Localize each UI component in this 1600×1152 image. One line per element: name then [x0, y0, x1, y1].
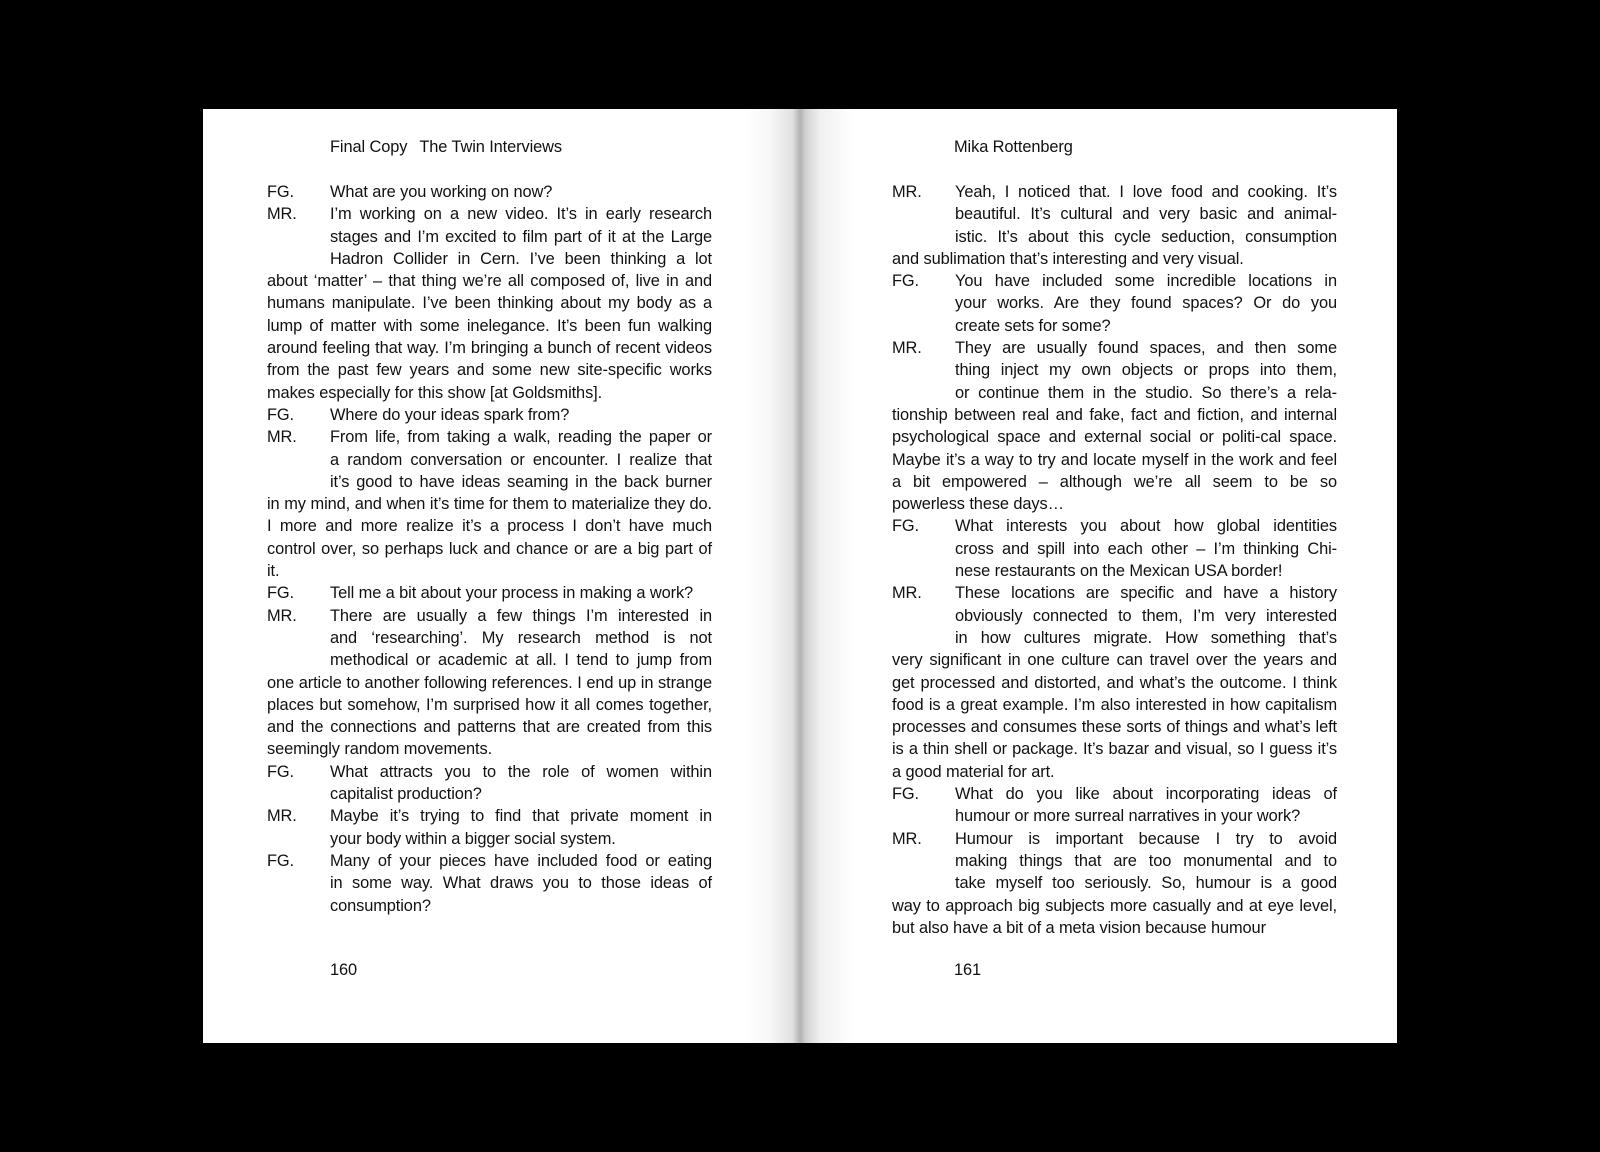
line-text: What do you like about incorporating ideas of	[955, 785, 1337, 804]
speaker-label: MR.	[892, 584, 922, 603]
book-spread	[203, 109, 1397, 1043]
line-text: Many of your pieces have included food or eating	[330, 851, 712, 870]
speaker-label: MR.	[267, 428, 297, 447]
book-title: Final Copy	[330, 138, 408, 156]
hanging-line: consumption?	[330, 896, 431, 915]
hanging-line	[892, 270, 1337, 292]
qa-entry	[892, 783, 1337, 828]
hanging-line: nese restaurants on the Mexican USA border!	[955, 562, 1283, 581]
hanging-line: or continue them in the studio. So there’s a rela-	[955, 383, 1337, 402]
qa-entry	[267, 181, 712, 203]
line-text: They are usually found spaces, and then some	[955, 339, 1337, 358]
line-text: Yeah, I noticed that. I love food and cooking. It’s	[955, 183, 1337, 201]
qa-entry	[267, 426, 712, 582]
hanging-line: making things that are too monumental and to	[955, 851, 1337, 870]
speaker-label: MR.	[267, 606, 297, 625]
hanging-line: take myself too seriously. So, humour is a good	[955, 874, 1337, 893]
hanging-line: it’s good to have ideas seaming in the back burner	[330, 472, 712, 491]
right-page	[800, 109, 1397, 1043]
section-title: The Twin Interviews	[419, 138, 562, 156]
qa-entry	[267, 605, 712, 761]
speaker-label: FG.	[267, 584, 295, 603]
hanging-line: create sets for some?	[955, 316, 1111, 335]
qa-entry	[892, 828, 1337, 939]
line-text: Where do your ideas spark from?	[330, 405, 570, 424]
speaker-label: MR.	[892, 829, 922, 848]
speaker-label: MR.	[267, 205, 297, 224]
qa-entry	[892, 582, 1337, 783]
hanging-line: Hadron Collider in Cern. I’ve been thinking a lot	[330, 249, 712, 268]
speaker-label: FG.	[892, 272, 920, 291]
hanging-line	[892, 181, 1337, 203]
interview-text-right	[892, 181, 1337, 939]
running-head-left	[330, 136, 562, 158]
line-text: What interests you about how global identities	[955, 517, 1337, 536]
speaker-label: FG.	[267, 405, 295, 424]
hanging-line	[267, 605, 712, 627]
speaker-label: FG.	[267, 183, 295, 201]
interview-text-left	[267, 181, 712, 917]
artist-name: Mika Rottenberg	[954, 138, 1073, 156]
hanging-line	[267, 761, 712, 783]
hanging-line	[267, 850, 712, 872]
qa-entry	[267, 404, 712, 426]
hanging-line: beautiful. It’s cultural and very basic and animal-	[955, 205, 1337, 224]
line-text: Humour is important because I try to avoid	[955, 829, 1337, 848]
line-text: From life, from taking a walk, reading the paper or	[330, 428, 712, 447]
run-on-text: tionship between real and fake, fact and fiction, and internal psychological space and external social or politi-cal space. Maybe it’s a way to try and locate myself in the work and feel a bit empowered – although we’re all seem to be so powerless these days…	[892, 405, 1337, 514]
hanging-line	[892, 828, 1337, 850]
page-number-right: 161	[954, 961, 982, 979]
hanging-line	[892, 337, 1337, 359]
run-on-text: way to approach big subjects more casually and at eye level, but also have a bit of a meta vision because humour	[892, 896, 1337, 937]
qa-entry	[892, 337, 1337, 515]
run-on-text: one article to another following references. I end up in strange places but somehow, I’m surprised how it all comes together, and the connections and patterns that are created from this seemingly random movements.	[267, 673, 712, 759]
hanging-line	[267, 404, 712, 426]
line-text: Maybe it’s trying to find that private moment in	[330, 807, 712, 826]
line-text: There are usually a few things I’m interested in	[330, 606, 712, 625]
line-text: What are you working on now?	[330, 183, 553, 201]
qa-entry	[892, 270, 1337, 337]
hanging-line: in how cultures migrate. How something that’s	[955, 628, 1337, 647]
run-on-text: about ‘matter’ – that thing we’re all composed of, live in and humans manipulate. I’ve been thinking about my body as a lump of matter with some inelegance. It’s been fun walking around feeling that way. I’m bringing a bunch of recent videos from the past few years and some new site-specific works makes especially for this show [at Goldsmiths].	[267, 272, 712, 402]
hanging-line	[267, 203, 712, 225]
hanging-line: obviously connected to them, I’m very interested	[955, 606, 1337, 625]
speaker-label: MR.	[892, 183, 922, 201]
hanging-line: istic. It’s about this cycle seduction, consumption	[955, 227, 1337, 246]
hanging-line	[267, 805, 712, 827]
line-text: Tell me a bit about your process in making a work?	[330, 584, 694, 603]
hanging-line	[267, 426, 712, 448]
hanging-line: thing inject my own objects or props into them,	[955, 361, 1337, 380]
hanging-line: humour or more surreal narratives in your work?	[955, 807, 1301, 826]
speaker-label: FG.	[267, 851, 295, 870]
speaker-label: FG.	[267, 762, 295, 781]
line-text: These locations are specific and have a history	[955, 584, 1337, 603]
hanging-line: in some way. What draws you to those ideas of	[330, 874, 712, 893]
qa-entry	[892, 515, 1337, 582]
speaker-label: MR.	[267, 807, 297, 826]
hanging-line: a random conversation or encounter. I realize that	[330, 450, 712, 469]
qa-entry	[267, 582, 712, 604]
line-text: You have included some incredible locations in	[955, 272, 1337, 291]
hanging-line	[892, 582, 1337, 604]
hanging-line	[892, 515, 1337, 537]
run-on-text: in my mind, and when it’s time for them to materialize they do. I more and more realize it’s a process I don’t have much control over, so perhaps luck and chance or are a big part of it.	[267, 495, 712, 581]
hanging-line: your works. Are they found spaces? Or do you	[955, 294, 1337, 313]
line-text: What attracts you to the role of women within	[330, 762, 712, 781]
qa-entry	[267, 761, 712, 806]
hanging-line	[267, 582, 712, 604]
speaker-label: MR.	[892, 339, 922, 358]
speaker-label: FG.	[892, 785, 920, 804]
hanging-line: capitalist production?	[330, 785, 482, 804]
hanging-line: methodical or academic at all. I tend to jump from	[330, 651, 712, 670]
hanging-line	[267, 181, 712, 203]
run-on-text: very significant in one culture can travel over the years and get processed and distorted, and what’s the outcome. I think food is a great example. I’m also interested in how capitalism processes and consumes these sorts of things and what’s left is a thin shell or package. It’s bazar and visual, so I guess it’s a good material for art.	[892, 651, 1337, 781]
hanging-line: cross and spill into each other – I’m thinking Chi-	[955, 539, 1337, 558]
qa-entry	[267, 805, 712, 850]
run-on-text: and sublimation that’s interesting and very visual.	[892, 249, 1244, 268]
qa-entry	[267, 203, 712, 404]
qa-entry	[892, 181, 1337, 270]
qa-entry	[267, 850, 712, 917]
hanging-line: your body within a bigger social system.	[330, 829, 616, 848]
hanging-line	[892, 783, 1337, 805]
running-head-right	[954, 136, 1073, 158]
hanging-line: and ‘researching’. My research method is not	[330, 628, 712, 647]
line-text: I’m working on a new video. It’s in early research	[330, 205, 712, 224]
hanging-line: stages and I’m excited to film part of it at the Large	[330, 227, 712, 246]
left-page	[203, 109, 800, 1043]
page-number-left: 160	[330, 961, 358, 979]
speaker-label: FG.	[892, 517, 920, 536]
